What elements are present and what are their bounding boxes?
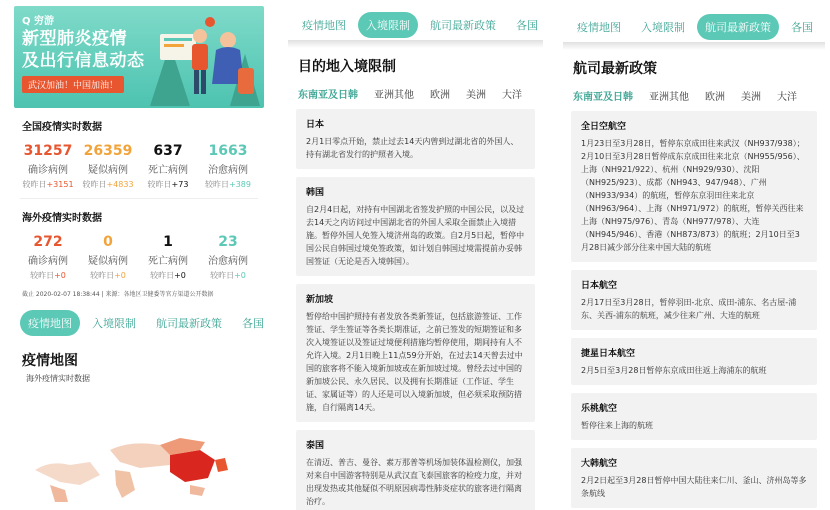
hero-banner (14, 6, 264, 108)
stat-change (78, 270, 138, 281)
world-epidemic-map[interactable] (30, 430, 240, 502)
tab-airline-policy[interactable]: 航司最新政策 (156, 317, 222, 330)
home-panel (8, 0, 270, 510)
card-title: 大韩航空 (581, 459, 618, 469)
card-text: 2月1日零点开始，禁止过去14天内曾到过湖北省的外国人、持有湖北省发行的护照者入境。 (306, 137, 519, 159)
stat-item (138, 234, 198, 281)
stat-item (138, 143, 198, 190)
page-title: 目的地入境限制 (298, 59, 396, 75)
banner-slogan: 武汉加油！中国加油！ (22, 76, 124, 93)
tab-airline-policy[interactable]: 航司最新政策 (430, 19, 496, 32)
tab-countries[interactable]: 各国 (516, 19, 538, 32)
stat-change (198, 270, 258, 281)
card-title: 泰国 (306, 441, 325, 451)
stat-label: 确诊病例 (28, 256, 68, 267)
stat-label: 治愈病例 (208, 165, 248, 176)
overseas-stats-title: 海外疫情实时数据 (22, 213, 102, 224)
region-tabs (573, 88, 825, 103)
region-tab-asia-other[interactable]: 亚洲其他 (374, 90, 414, 101)
card-text: 自2月4日起，对持有中国湖北省签发护照的中国公民，以及过去14天之内访问过中国湖北省的外国人采取全面禁止入境措施。暂停外国人免签入境济州岛的政策。自2月5日起，暂停中国公民自韩国过境免签政策，如计划自韩国过境需提前办妥韩国签证（无论是否入境韩国）。 (306, 205, 525, 266)
region-tab-americas[interactable]: 美洲 (741, 92, 761, 103)
region-tab-sea-jk[interactable]: 东南亚及日韩 (573, 92, 633, 103)
stat-label: 死亡病例 (148, 165, 188, 176)
card-title: 捷星日本航空 (581, 349, 636, 359)
stat-item (18, 234, 78, 281)
card-text: 暂停给中国护照持有者发放各类新签证，包括旅游签证、工作签证、学生签证等各类长期准证，之前已签发的短期签证和多次入境签证以及签证过境便利措施均暂停使用，期间持有人不允许入境。2月1日晚上11点59分开始，在过去14天曾去过中国的旅客将不能入境新加坡或在新加坡过境。曾经去过中国的新加坡公民、永久居民、以及拥有长期准证（工作证、学生证、家属证等）的人还是可以入境新加坡，但必须采取预防措施，自行隔离14天。 (306, 312, 523, 412)
region-tab-americas[interactable]: 美洲 (466, 90, 486, 101)
tab-countries[interactable]: 各国 (791, 21, 813, 34)
card-title: 日本航空 (581, 281, 618, 291)
section-tabs (294, 12, 543, 38)
stat-change-prefix: 较昨日 (205, 180, 229, 189)
card-text: 2月17日至3月28日，暂停羽田-北京、成田-浦东、名古屋-浦东、关西-浦东的航班，减少往来广州、大连的航班 (581, 298, 797, 320)
region-tabs (298, 86, 543, 101)
card-text: 2月5日至3月28日暂停东京成田往返上海浦东的航班 (581, 366, 767, 375)
stat-change-prefix: 较昨日 (30, 271, 55, 280)
overseas-stats (18, 234, 258, 281)
card-title: 日本 (306, 120, 325, 130)
data-timestamp: 截止 2020-02-07 18:38:44 | 来源：各地区卫健委等官方渠道公开数据 (22, 291, 214, 298)
stat-item (198, 143, 258, 190)
region-tab-oceania[interactable]: 大洋 (502, 90, 522, 101)
stat-change-prefix: 较昨日 (82, 180, 107, 189)
domestic-stats (18, 143, 258, 190)
section-tabs (569, 14, 825, 40)
stat-label: 死亡病例 (148, 256, 188, 267)
stat-change-prefix: 较昨日 (90, 271, 115, 280)
stat-change-prefix: 较昨日 (210, 271, 235, 280)
banner-title (22, 28, 145, 72)
card-text: 暂停往来上海的航班 (581, 421, 653, 430)
tab-epidemic-map[interactable]: 疫情地图 (577, 21, 621, 34)
tab-entry-restrictions[interactable]: 入境限制 (92, 317, 136, 330)
stat-label: 疑似病例 (88, 165, 128, 176)
stat-value: 26359 (83, 143, 133, 159)
card-title: 新加坡 (306, 295, 334, 305)
banner-title-line2: 及出行信息动态 (22, 51, 145, 71)
tab-epidemic-map[interactable]: 疫情地图 (20, 310, 80, 336)
stat-item (198, 234, 258, 281)
card-title: 乐桃航空 (581, 404, 618, 414)
tab-airline-policy[interactable]: 航司最新政策 (697, 14, 779, 40)
map-subtitle: 海外疫情实时数据 (26, 374, 90, 383)
info-card (571, 111, 817, 262)
info-card (571, 338, 817, 385)
stat-change (78, 179, 138, 190)
stat-value: 637 (153, 143, 183, 159)
divider (20, 198, 258, 199)
stat-change (18, 270, 78, 281)
tab-entry-restrictions[interactable]: 入境限制 (358, 12, 418, 38)
country-list (288, 109, 543, 510)
info-card (571, 448, 817, 508)
stat-label: 治愈病例 (208, 256, 248, 267)
map-heading: 疫情地图 (22, 353, 78, 369)
banner-title-line1: 新型肺炎疫情 (22, 29, 127, 49)
info-card (571, 270, 817, 330)
card-text: 在清迈、普吉、曼谷、素万那普等机场加装体温检测仪，加强对来自中国游客特别是从武汉直飞泰国旅客的检疫力度，并对出现发热或其他疑似不明原因病毒性肺炎症状的旅客进行隔离治疗。 (306, 458, 522, 506)
stat-value: 0 (103, 234, 113, 250)
info-card (296, 109, 535, 169)
stat-change-prefix: 较昨日 (150, 271, 175, 280)
airline-policy-panel (563, 0, 825, 510)
header-shadow (563, 42, 825, 50)
stat-change-value: +0 (54, 271, 66, 280)
card-title: 全日空航空 (581, 122, 627, 132)
region-tab-sea-jk[interactable]: 东南亚及日韩 (298, 90, 358, 101)
region-tab-europe[interactable]: 欧洲 (430, 90, 450, 101)
region-tab-asia-other[interactable]: 亚洲其他 (649, 92, 689, 103)
stat-change-prefix: 较昨日 (22, 180, 47, 189)
stat-change-value: +0 (234, 271, 246, 280)
stat-value: 23 (218, 234, 238, 250)
card-title: 韩国 (306, 188, 325, 198)
stat-value: 1 (163, 234, 173, 250)
brand-logo: Q 穷游 (22, 16, 54, 27)
info-card (571, 393, 817, 440)
info-card (296, 177, 535, 276)
stat-change-value: +0 (174, 271, 186, 280)
header-shadow (288, 40, 543, 48)
tab-entry-restrictions[interactable]: 入境限制 (641, 21, 685, 34)
airline-list (563, 111, 825, 508)
tab-countries[interactable]: 各国 (242, 317, 264, 330)
stat-change (18, 179, 78, 190)
stat-item (78, 234, 138, 281)
stat-change-prefix: 较昨日 (147, 180, 172, 189)
entry-restrictions-panel (288, 0, 543, 510)
stat-change-value: +389 (229, 180, 251, 189)
stat-item (78, 143, 138, 190)
stat-change (138, 179, 198, 190)
card-text: 2月2日起至3月28日暂停中国大陆往来仁川、釜山、济州岛等多条航线 (581, 476, 807, 498)
info-card (296, 430, 535, 510)
region-tab-europe[interactable]: 欧洲 (705, 92, 725, 103)
stat-label: 疑似病例 (88, 256, 128, 267)
domestic-stats-title: 全国疫情实时数据 (22, 122, 102, 133)
stat-value: 272 (33, 234, 63, 250)
stat-item (18, 143, 78, 190)
stat-change (198, 179, 258, 190)
tab-epidemic-map[interactable]: 疫情地图 (302, 19, 346, 32)
stat-change (138, 270, 198, 281)
stat-change-value: +3151 (46, 180, 74, 189)
page-title: 航司最新政策 (573, 61, 657, 77)
region-tab-oceania[interactable]: 大洋 (777, 92, 797, 103)
stat-value: 1663 (208, 143, 248, 159)
section-tabs (20, 310, 270, 336)
stat-change-value: +4833 (106, 180, 134, 189)
stat-value: 31257 (23, 143, 73, 159)
info-card (296, 284, 535, 422)
stat-change-value: +0 (114, 271, 126, 280)
traveler-illustration (140, 14, 260, 106)
stat-change-value: +73 (171, 180, 189, 189)
card-text: 1月23日至3月28日，暂停东京成田往来武汉（NH937/938）；2月10日至3月28日暂停成东京成田往来北京（NH955/956）、上海（NH921/922）、杭州（NH929/930）、沈阳（NH925/923）、成都（NH943、947/948）、广州（NH933/934）的航班，暂停东京羽田往来北京（NH963/964）、上海（NH971/972）的航班，暂停关西往来上海（NH975/976）、青岛（NH977/978）、大连（NH945/946）、香港（NH873/873）的航班；2月10日至3月28日减少部分往来中国大陆的航班 (581, 139, 805, 252)
stat-label: 确诊病例 (28, 165, 68, 176)
